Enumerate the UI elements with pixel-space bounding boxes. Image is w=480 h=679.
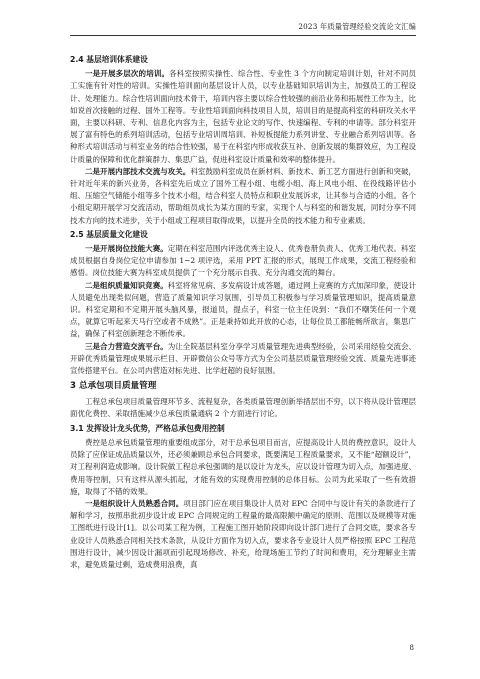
running-header: 2023 年质量管理经验交流论文汇编 xyxy=(70,22,416,36)
paragraph-lead: 一是开展多层次的培训。 xyxy=(85,69,170,79)
section-heading-2-5: 2.5 基层质量文化建设 xyxy=(70,229,148,239)
chapter-heading-3: 3 总承包项目质量管理 xyxy=(70,381,157,392)
section-heading-2-4: 2.4 基层培训体系建设 xyxy=(70,55,148,64)
paragraph-lead: 三是合力营造交流平台。 xyxy=(85,341,168,351)
paragraph xyxy=(70,243,416,280)
page-number: 8 xyxy=(409,644,414,652)
page-body xyxy=(70,52,416,571)
paragraph xyxy=(70,166,416,227)
paragraph xyxy=(70,498,416,571)
paragraph xyxy=(70,341,416,378)
paragraph-text: 定期在科室范围内评选优秀主设人、优秀卷册负责人、优秀工地代表。科室成员根据自身岗位定位申请参加 1~2 项评选，采用 PPT 汇报的形式，展现工作成果，交流工程经验和感悟。岗位技能大赛为科室成员提供了一个充分展示自我、充分沟通交流的舞台。 xyxy=(70,244,417,278)
paragraph-lead: 二是组织质量知识竞赛。 xyxy=(85,280,168,290)
paragraph-lead: 一是开展岗位技能大赛。 xyxy=(85,244,168,254)
paragraph-text: 项目部门应在项目集设计人员对 EPC 合同中与设计有关的条款进行了解和学习，按照串批初步设计或 EPC 合同规定的工程量的最高限额中确定的原则、范围以及规模等对施工图纸进行设计[1]。以公司某工程为例，工程施工图开始阶段即向设计部门进行了合同交底，要求各专业设计人员熟悉合同相关技术条款，从设计方面作为切入点，要求各专业设计人员严格按照 EPC 工程范围进行设计，减少因设计漏项而引起现场修改、补充，给现场施工节约了时间和费用，充分理解业主需求，避免质量过剩，造成费用浪费，真 xyxy=(70,498,416,569)
paragraph-text: 费控是总承包质量管理的重要组成部分，对于总承包项目而言，应提高设计人员的费控意识，设计人员除了应保证成品质量以外，还必须兼顾总承包合同要求，既要满足工程质量要求，又不能“超额设计”，对工程利润造成影响。设计院做工程总承包强调的是以设计为龙头，应以设计管理为切入点，加强进度、费用等控制，只有这样从源头抓起，才能有效的实现费用控制的总体目标。公司为此采取了一些有效措施，取得了不错的效果。 xyxy=(70,437,416,496)
paragraph-text: 各科室按照实操性、综合性、专业性 3 个方向制定培训计划，针对不同员工实施有针对性的培训。实操性培训面向基层设计人员，以专业基础知识培训为主，加强员工的工程设计、处理能力。综合性培训面向技术骨干，培训内容主要以综合性较强的前沿业务和拓展性工作为主，比如说首次接触的过程、国外工程等。专业性培训面向科技项目人员，培训目的是提高科室的科研攻关水平面，主要以科研、专利、信息化内容为主，包括专业论文的写作、快速编程、专利的申请等。部分科室开展了富有特色的系列培训活动，包括专业培训周培训、补短板提能力系列讲堂、专业融合系列培训等。各种形式培训活动与科室业务的结合性较强，易于在科室内形成收获互补、创新发展的集群效应，为工程设计质量的保障和优化群策群力、集思广益，促进科室设计质量和效率的整体提升。 xyxy=(70,69,416,164)
paragraph-text: 为让全院基层科室分享学习质量管理先进典型经验，公司采用经验交流会、开辟优秀质量管理成果展示栏目、开辟微信公众号等方式为全公司基层质量管理经验交流、质量先进事迹宣传搭建平台。在公司内营造对标先进、比学赶超的良好氛围。 xyxy=(70,341,417,376)
paragraph-text: 科室鼓励科室成员在新材料、新技术、新工艺方面进行创新和突破，针对近年来的新兴业务，各科室先后成立了国外工程小组、电缆小组、海上风电小组、在役线路评估小组、压缩空气储能小组等多个技术小组，结合科室人员特点和职业发展诉求，让其参与合适的小组。各个小组定期开展学习交流活动，帮助组员成长为某方面的专家，实现个人与科室的和谐发展，同时分享不同技术方向的技术进步，关于小组或工程项目取得成果，以提升全员的技术能力和专业素质。 xyxy=(70,166,417,225)
paragraph xyxy=(70,396,416,420)
paragraph xyxy=(70,437,416,498)
paragraph-text: 工程总承包项目质量管理环节多、流程复杂，各类质量管理创新举措层出不穷，以下将从设计管理层面优化费控、采取措施减少总承包质量通病 2 个方面进行讨论。 xyxy=(70,397,416,419)
paragraph-text: 科室将常见病、多发病设计成答题，通过网上竞赛的方式加深印象，使设计人员避免出现类似问题，营造了质量知识学习氛围，引导员工积极参与学习质量管理知识，提高质量意识。科室定期和不定期开展头脑风暴，报道员，提点子，科室一位主任说到：“我们不嘲笑任何一个观点，就算它听起来天马行空或者不成熟”。正是秉持如此开放的心态，让每位员工都能畅所欲言，集思广益，确保了科室创新理念不断传承。 xyxy=(70,280,417,339)
paragraph xyxy=(70,280,416,341)
paragraph-lead: 一是组织设计人员熟悉合同。 xyxy=(85,498,184,508)
paragraph xyxy=(70,68,416,166)
section-heading-3-1: 3.1 发挥设计龙头优势，严格总承包费用控制 xyxy=(70,423,225,433)
paragraph-lead: 二是开展内部技术交流与攻关。 xyxy=(85,166,191,176)
